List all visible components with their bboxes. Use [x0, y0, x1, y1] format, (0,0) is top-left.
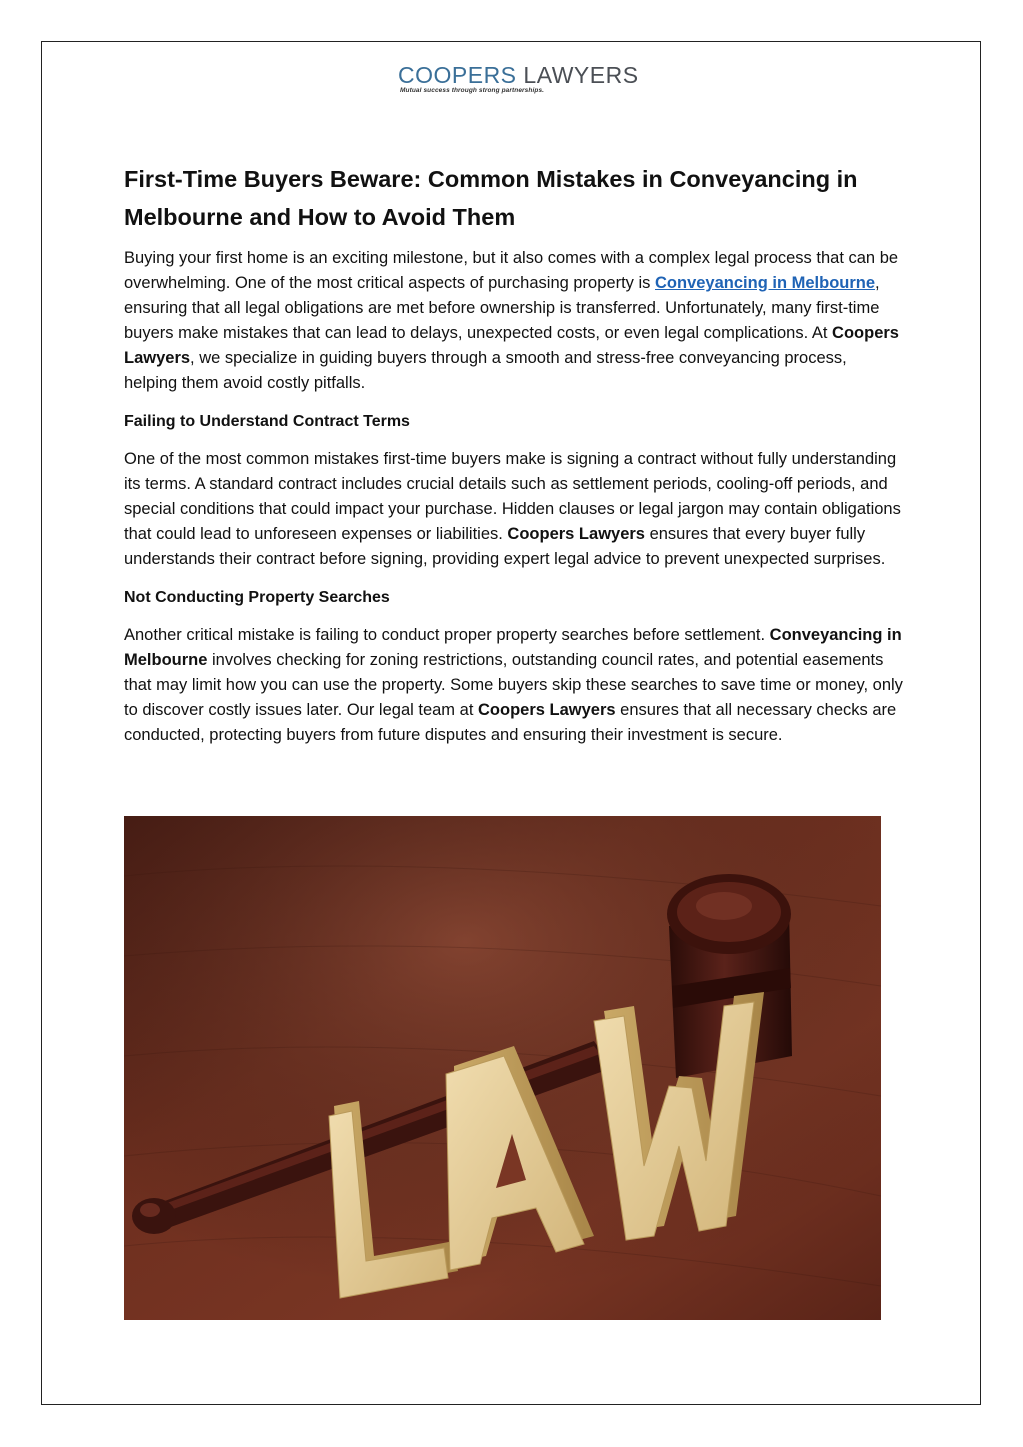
- section-paragraph-property-searches: [124, 623, 904, 748]
- section-paragraph-contract-terms: [124, 447, 904, 572]
- logo-word-lawyers: LAWYERS: [523, 62, 639, 88]
- intro-paragraph: [124, 246, 904, 396]
- logo-tagline: Mutual success through strong partnerships.: [400, 87, 545, 94]
- conveyancing-melbourne-link[interactable]: Conveyancing in Melbourne: [655, 274, 876, 292]
- intro-text-1: Buying your first home is an exciting milestone, but it also comes with a complex legal process that can be overwhelming. One of the most critical aspects of purchasing property is: [124, 249, 899, 292]
- logo-word-coopers: COOPERS: [398, 62, 517, 88]
- logo-wordmark: [398, 62, 638, 88]
- section1-company-name: Coopers Lawyers: [507, 525, 645, 543]
- section1-text-1: One of the most common mistakes first-time buyers make is signing a contract without fully understanding its terms. A standard contract includes crucial details such as settlement periods, cooling-off periods, and special conditions that could impact your purchase. Hidden clauses or legal jargon may contain obligations that could lead to unforeseen expenses or liabilities.: [124, 450, 901, 543]
- section2-text-2: involves checking for zoning restrictions, outstanding council rates, and potential easements that may limit how you can use the property. Some buyers skip these searches to save time or money, only to discover costly issues later. Our legal team at: [124, 651, 903, 719]
- section2-text-3: ensures that all necessary checks are conducted, protecting buyers from future disputes and ensuring their investment is secure.: [124, 701, 897, 744]
- article-body: [124, 160, 904, 761]
- article-title: First-Time Buyers Beware: Common Mistakes in Conveyancing in Melbourne and How to Avoid Them: [124, 166, 858, 230]
- section2-company-name: Coopers Lawyers: [478, 701, 616, 719]
- intro-company-name: Coopers Lawyers: [124, 324, 899, 367]
- gavel-illustration: [124, 816, 881, 1320]
- company-logo[interactable]: [398, 62, 638, 94]
- intro-text-3: , we specialize in guiding buyers through a smooth and stress-free conveyancing process, helping them avoid costly pitfalls.: [124, 349, 847, 392]
- intro-text-2: , ensuring that all legal obligations are met before ownership is transferred. Unfortunately, many first-time buyers make mistakes that can lead to delays, unexpected costs, or even legal complications. At: [124, 274, 880, 342]
- section2-service-name: Conveyancing in Melbourne: [124, 626, 902, 669]
- section-heading-contract-terms: Failing to Understand Contract Terms: [124, 413, 410, 430]
- law-gavel-photo: [124, 816, 881, 1320]
- section2-text-1: Another critical mistake is failing to conduct proper property searches before settlement.: [124, 626, 770, 644]
- section-heading-property-searches: Not Conducting Property Searches: [124, 589, 390, 606]
- section1-text-2: ensures that every buyer fully understands their contract before signing, providing expert legal advice to prevent unexpected surprises.: [124, 525, 886, 568]
